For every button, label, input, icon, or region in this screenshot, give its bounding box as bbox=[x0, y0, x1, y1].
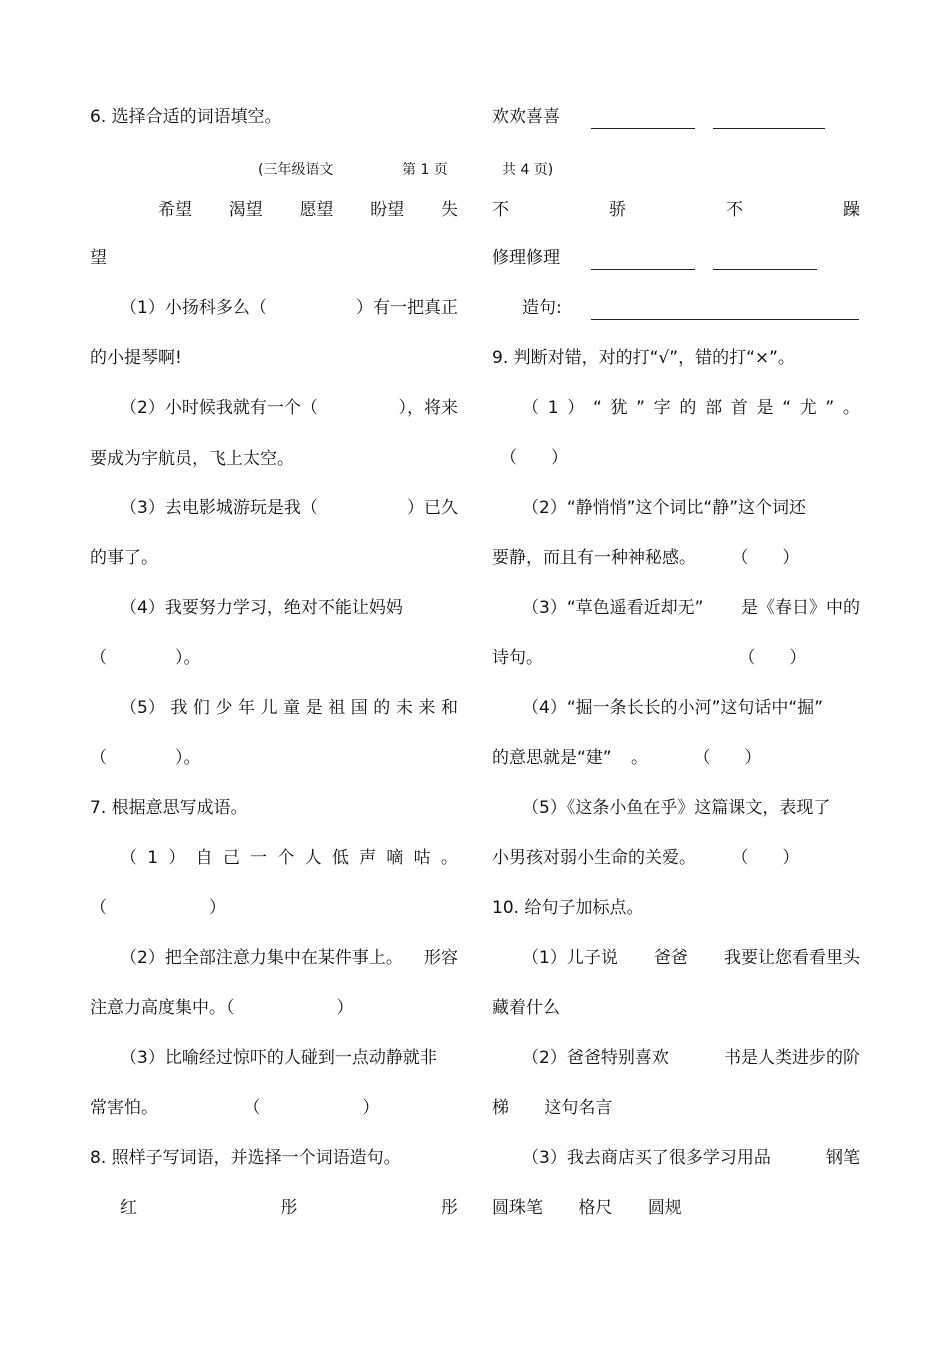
word-option: 希望 bbox=[158, 200, 192, 220]
item-text: 钢笔 bbox=[826, 1148, 860, 1168]
item-text: 咕 bbox=[413, 848, 431, 868]
word-bujiao-row bbox=[492, 198, 860, 222]
item-text: 嘀 bbox=[386, 848, 404, 868]
example-char: 彤 bbox=[280, 1198, 298, 1218]
question-6-item-3-cont: 的事了。 bbox=[90, 548, 158, 568]
item-text: ）已久 bbox=[407, 498, 458, 518]
question-10-item-2 bbox=[522, 1046, 860, 1070]
item-text: 字 bbox=[653, 398, 671, 418]
question-6-item-1 bbox=[120, 296, 458, 320]
question-6-item-5-blank: （ ）。 bbox=[90, 748, 201, 768]
question-6-item-4-blank: （ ）。 bbox=[90, 648, 201, 668]
item-text: 的 bbox=[679, 398, 697, 418]
item-text: 我 bbox=[170, 698, 188, 718]
question-7-item-1 bbox=[120, 846, 458, 870]
example-char: 彤 bbox=[441, 1198, 458, 1218]
example-char: 躁 bbox=[843, 200, 860, 220]
item-text: 1 bbox=[147, 848, 159, 868]
item-text: （3）我去商店买了很多学习用品 bbox=[522, 1148, 771, 1168]
item-text: （ bbox=[522, 398, 539, 418]
item-text: 国 bbox=[350, 698, 368, 718]
question-7-item-2 bbox=[120, 946, 458, 970]
sentence-row bbox=[522, 296, 859, 320]
question-9-item-3 bbox=[522, 596, 860, 620]
question-7-item-3-cont bbox=[90, 1096, 379, 1120]
word-option: 盼望 bbox=[370, 200, 405, 220]
item-text: 和 bbox=[440, 698, 458, 718]
question-10-item-1 bbox=[522, 946, 860, 970]
item-text: （ ） bbox=[731, 848, 800, 868]
footer-page-number: 第 1 页 bbox=[402, 162, 448, 178]
word-option: 失 bbox=[441, 200, 458, 220]
question-7-item-1-blank: （ ） bbox=[90, 898, 226, 918]
example-word: 修理修理 bbox=[492, 248, 560, 268]
item-text: 。 bbox=[631, 748, 649, 768]
item-text: ），将来 bbox=[398, 398, 458, 418]
item-text: 儿 bbox=[260, 698, 278, 718]
item-text: 未 bbox=[395, 698, 413, 718]
word-option: 愿望 bbox=[299, 200, 334, 220]
item-text: 犹 bbox=[610, 398, 628, 418]
item-text: （2）爸爸特别喜欢 bbox=[522, 1048, 669, 1068]
item-text: （2）小时候我就有一个（ bbox=[120, 398, 318, 418]
item-text: （2）把全部注意力集中在某件事上。 bbox=[120, 948, 403, 968]
item-text: 的意思就是“建” bbox=[492, 748, 612, 768]
question-9-item-1 bbox=[522, 396, 860, 420]
item-text: 的 bbox=[373, 698, 391, 718]
question-6-item-4: （4）我要努力学习，绝对不能让妈妈 bbox=[120, 598, 403, 618]
item-text: （1）儿子说 bbox=[522, 948, 618, 968]
item-text: （3）去电影城游玩是我（ bbox=[120, 498, 318, 518]
item-text: （ bbox=[120, 848, 137, 868]
question-9-item-1-blank: （ ） bbox=[500, 448, 568, 468]
footer-total-pages: 共 4 页) bbox=[502, 162, 554, 178]
item-text: 我要让您看看里头 bbox=[723, 948, 860, 968]
example-char: 不 bbox=[726, 200, 743, 220]
item-text: 年 bbox=[238, 698, 256, 718]
item-text: 诗句。 bbox=[492, 648, 543, 668]
item-text: 部 bbox=[705, 398, 723, 418]
item-text: （ ） bbox=[731, 548, 800, 568]
question-10-item-3 bbox=[522, 1146, 860, 1170]
item-text: （1）小扬科多么（ bbox=[120, 298, 267, 318]
item-text: ” bbox=[636, 398, 645, 418]
example-char: 不 bbox=[492, 200, 509, 220]
item-text: 。 bbox=[440, 848, 458, 868]
question-9-item-2-cont bbox=[492, 546, 799, 570]
item-text: 1 bbox=[547, 398, 559, 418]
item-text: 爸爸 bbox=[653, 948, 688, 968]
question-6-item-2-cont: 要成为宇航员，飞上太空。 bbox=[90, 449, 294, 469]
item-text: 们 bbox=[192, 698, 210, 718]
left-column bbox=[90, 0, 458, 1345]
answer-blank[interactable] bbox=[713, 110, 825, 129]
sentence-blank[interactable] bbox=[591, 301, 859, 320]
item-text: 己 bbox=[222, 848, 240, 868]
example-char: 红 bbox=[120, 1198, 137, 1218]
item-text: 书是人类进步的阶 bbox=[724, 1048, 860, 1068]
question-9-item-4: （4）“掘一条长长的小河”这句话中“掘” bbox=[522, 698, 824, 718]
question-6-item-1-cont: 的小提琴啊! bbox=[90, 348, 182, 368]
item-text: 低 bbox=[331, 848, 349, 868]
item-text: “ bbox=[782, 398, 791, 418]
item-text: “ bbox=[592, 398, 602, 418]
item-text: 这句名言 bbox=[544, 1098, 613, 1118]
item-text: （3）“草色遥看近却无” bbox=[522, 598, 704, 618]
question-6-item-2 bbox=[120, 396, 458, 420]
question-9-item-5: （5）《这条小鱼在乎》这篇课文，表现了 bbox=[522, 798, 831, 818]
question-9-item-5-cont bbox=[492, 846, 799, 870]
item-text: （5） bbox=[120, 698, 165, 718]
question-6-item-5 bbox=[120, 696, 458, 720]
item-text: 自 bbox=[195, 848, 213, 868]
question-10-item-3-cont bbox=[492, 1196, 682, 1220]
item-text: （ ） bbox=[243, 1098, 380, 1118]
item-text: 。 bbox=[842, 398, 860, 418]
item-text: 首 bbox=[730, 398, 748, 418]
item-text: 一 bbox=[250, 848, 268, 868]
item-text: 形容 bbox=[424, 948, 458, 968]
item-text: 来 bbox=[418, 698, 436, 718]
example-char: 骄 bbox=[609, 200, 626, 220]
item-text: 要静，而且有一种神秘感。 bbox=[492, 548, 696, 568]
question-7-item-3: （3）比喻经过惊吓的人碰到一点动静就非 bbox=[120, 1048, 437, 1068]
item-text: 小男孩对弱小生命的关爱。 bbox=[492, 848, 696, 868]
footer-grade: (三年级语文 bbox=[258, 162, 334, 178]
question-8-title: 8. 照样子写词语，并选择一个词语造句。 bbox=[90, 1148, 401, 1168]
item-text: ） bbox=[567, 398, 585, 418]
question-8-example bbox=[120, 1196, 458, 1220]
item-text: 声 bbox=[359, 848, 377, 868]
item-text: 童 bbox=[283, 698, 301, 718]
sentence-label: 造句: bbox=[522, 298, 562, 318]
question-9-item-2: （2）“静悄悄”这个词比“静”这个词还 bbox=[522, 498, 807, 518]
item-text: 圆规 bbox=[647, 1198, 682, 1218]
word-xiuli-row bbox=[492, 246, 817, 270]
right-column bbox=[492, 0, 860, 1345]
answer-blank[interactable] bbox=[713, 251, 817, 270]
item-text: 梯 bbox=[492, 1098, 509, 1118]
item-text: 常害怕。 bbox=[90, 1098, 158, 1118]
question-9-title: 9. 判断对错，对的打“√”，错的打“×”。 bbox=[492, 348, 795, 368]
item-text: 少 bbox=[215, 698, 233, 718]
example-word: 欢欢喜喜 bbox=[492, 107, 560, 127]
word-huanhuan-row bbox=[492, 105, 825, 129]
item-text: 尤 bbox=[799, 398, 817, 418]
item-text: 是《春日》中的 bbox=[741, 598, 860, 618]
answer-blank[interactable] bbox=[591, 251, 695, 270]
question-6-title: 6. 选择合适的词语填空。 bbox=[90, 107, 282, 127]
item-text: 是 bbox=[305, 698, 323, 718]
item-text: 祖 bbox=[328, 698, 346, 718]
question-6-word-bank bbox=[158, 198, 458, 222]
item-text: 是 bbox=[756, 398, 774, 418]
item-text: ）有一把真正 bbox=[356, 298, 458, 318]
question-6-item-3 bbox=[120, 496, 458, 520]
item-text: 人 bbox=[304, 848, 322, 868]
question-9-item-4-cont bbox=[492, 746, 761, 770]
word-option-continuation: 望 bbox=[90, 248, 107, 268]
item-text: （ ） bbox=[693, 748, 762, 768]
question-10-title: 10. 给句子加标点。 bbox=[492, 898, 644, 918]
question-7-title: 7. 根据意思写成语。 bbox=[90, 798, 248, 818]
word-option: 渴望 bbox=[228, 200, 263, 220]
item-text: （ ） bbox=[738, 648, 807, 668]
question-9-item-3-cont bbox=[492, 646, 806, 670]
item-text: ） bbox=[168, 848, 186, 868]
question-10-item-1-cont: 藏着什么 bbox=[492, 998, 560, 1018]
question-10-item-2-cont bbox=[492, 1096, 612, 1120]
item-text: 格尺 bbox=[578, 1198, 613, 1218]
answer-blank[interactable] bbox=[591, 110, 695, 129]
item-text: 个 bbox=[277, 848, 295, 868]
question-7-item-2-cont: 注意力高度集中。（ ） bbox=[90, 998, 354, 1018]
item-text: 圆珠笔 bbox=[492, 1198, 543, 1218]
item-text: ” bbox=[825, 398, 835, 418]
